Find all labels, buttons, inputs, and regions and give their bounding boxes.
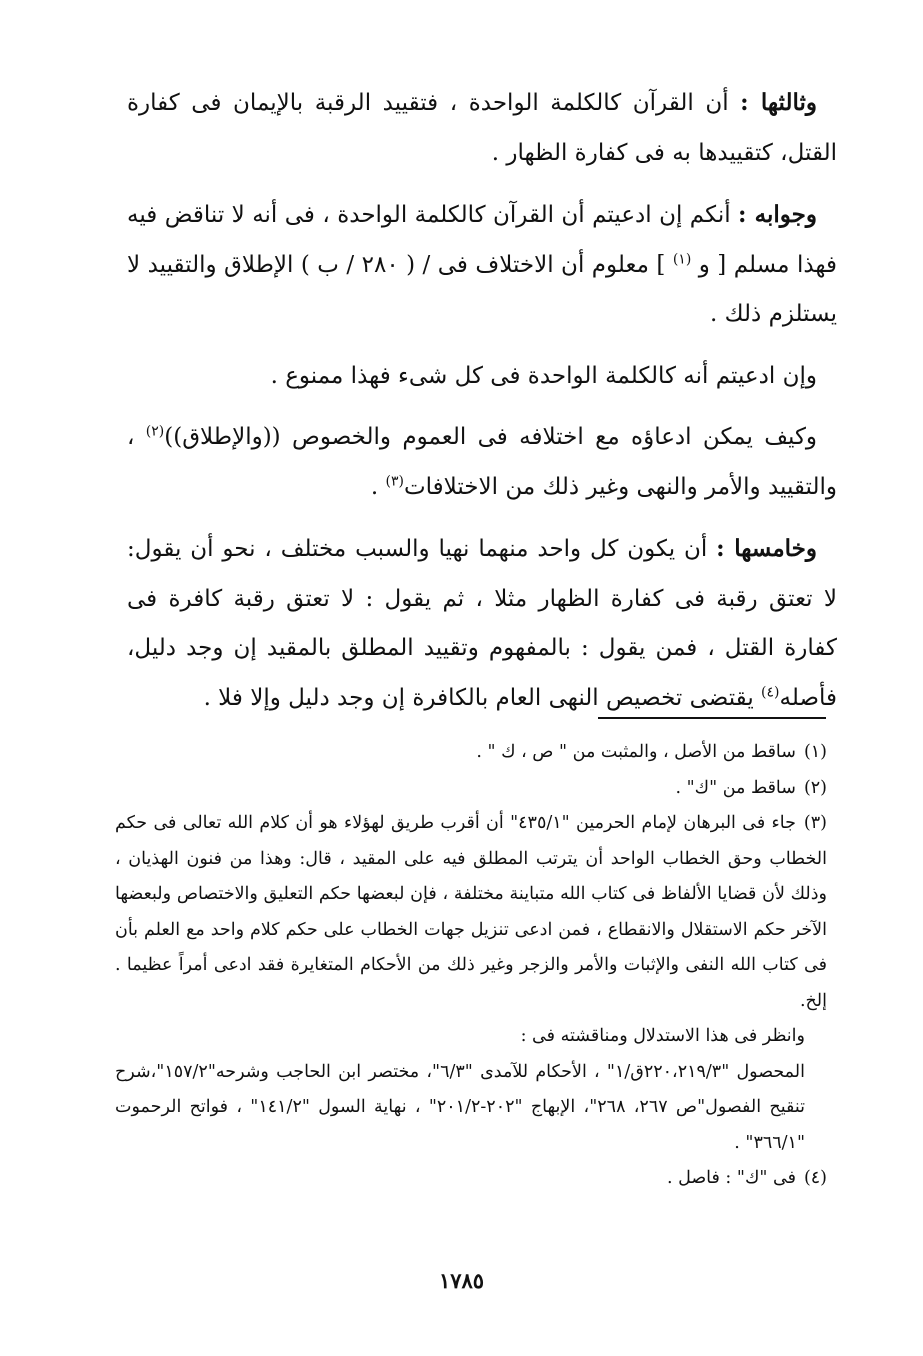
paragraph-text: وإن ادعيتم أنه كالكلمة الواحدة فى كل شىء فهذا ممنوع . <box>270 362 817 389</box>
footnote-4 <box>115 1161 827 1197</box>
paragraph-claim <box>127 352 837 402</box>
footnote-ref-2[interactable]: (٢) <box>145 423 165 440</box>
footnote-3-body <box>115 806 827 1019</box>
footnote-text: جاء فى البرهان لإمام الحرمين "٤٣٥/١" أن أقرب طريق لهؤلاء هو أن كلام الله تعالى فى حكم الخطاب وحق الخطاب الواحد أن يترتب المطلق فيه على المقيد ، قال: وهذا من فنون الهذيان ، وذلك لأن قضايا الألفاظ فى كتاب الله متباينة مختلفة ، فإن لبعضها حكم التعليق والاختصاص ولبعضها الآخر حكم الاستقلال والانقطاع ، فمن ادعى تنزيل جهات الخطاب على حكم كلام واحد مع العلم بأن فى كتاب الله النفى والإثبات والأمر والزجر وغير ذلك من الأحكام المتغايرة فقد ادعى أمراً عظيما . إلخ. <box>115 813 827 1011</box>
paragraph-answer <box>127 190 837 340</box>
footnote-ref-3[interactable]: (٣) <box>385 472 404 489</box>
footnote-ref-4[interactable]: (٤) <box>761 683 780 700</box>
footnote-2 <box>115 771 827 807</box>
footnote-text: فى "ك" : فاصل . <box>666 1168 796 1188</box>
footnote-3-see-also: وانظر فى هذا الاستدلال ومناقشته فى : <box>520 1026 805 1046</box>
page-number: ١٧٨٥ <box>438 1268 485 1293</box>
footnote-3-references: المحصول "٢٢٠،٢١٩/٣ق/١" ، الأحكام للآمدى "٦/٣"، مختصر ابن الحاجب وشرحه"١٥٧/٢"،شرح تنقيح الفصول"ص ٢٦٧، ٢٦٨"، الإبهاج "٢٠٢-٢٠١/٢" ، نهاية السول "١٤١/٢" ، فواتح الرحموت "٣٦٦/١" . <box>115 1061 805 1153</box>
paragraph-text: ، والتقييد والأمر والنهى وغير ذلك من الاختلافات <box>127 424 837 500</box>
paragraph-lead: وثالثها : <box>740 89 817 116</box>
footnote-number: (٢) <box>803 777 827 798</box>
paragraph-text: أن يكون كل واحد منهما نهيا والسبب مختلف ، نحو أن يقول: لا تعتق رقبة فى كفارة الظهار مثلا ، ثم يقول : لا تعتق رقبة كافرة فى كفارة القتل ، فمن يقول : بالمفهوم وتقييد المطلق بالمقيد إن وجد دليل، فأصله <box>127 536 837 711</box>
paragraph-lead: وجوابه : <box>738 201 817 228</box>
paragraph-third <box>127 78 837 178</box>
main-text <box>127 78 837 735</box>
footnote-divider <box>598 717 826 719</box>
paragraph-how <box>127 413 837 512</box>
footnote-text: ساقط من "ك" . <box>675 777 796 798</box>
paragraph-text: وكيف يمكن ادعاؤه مع اختلافه فى العموم والخصوص ((والإطلاق)) <box>164 424 818 450</box>
paragraph-lead: وخامسها : <box>716 535 818 562</box>
paragraph-text: يقتضى تخصيص النهى العام بالكافرة إن وجد دليل وإلا فلا . <box>203 684 762 711</box>
footnote-text: ساقط من الأصل ، والمثبت من " ص ، ك " . <box>476 742 796 762</box>
footnote-number: (٣) <box>803 813 827 833</box>
paragraph-fifth <box>127 524 837 723</box>
paragraph-text: . <box>370 473 386 500</box>
paragraph-text: أن القرآن كالكلمة الواحدة ، فتقييد الرقبة بالإيمان فى كفارة القتل، كتقييدها به فى كفارة الظهار . <box>127 90 837 166</box>
paragraph-text: ] معلوم أن الاختلاف فى / ( ٢٨٠ / ب ) الإطلاق والتقييد لا يستلزم ذلك . <box>127 251 837 327</box>
paragraph-text: أنكم إن ادعيتم أن القرآن كالكلمة الواحدة ، فى أنه لا تناقض فيه فهذا مسلم [ و <box>127 202 837 278</box>
footnote-3 <box>115 806 827 1161</box>
footnote-ref-1[interactable]: (١) <box>672 250 692 267</box>
footnotes-section <box>115 735 827 1197</box>
footnote-1 <box>115 735 827 771</box>
footnote-number: (٤) <box>803 1168 827 1188</box>
footnote-number: (١) <box>803 742 827 762</box>
